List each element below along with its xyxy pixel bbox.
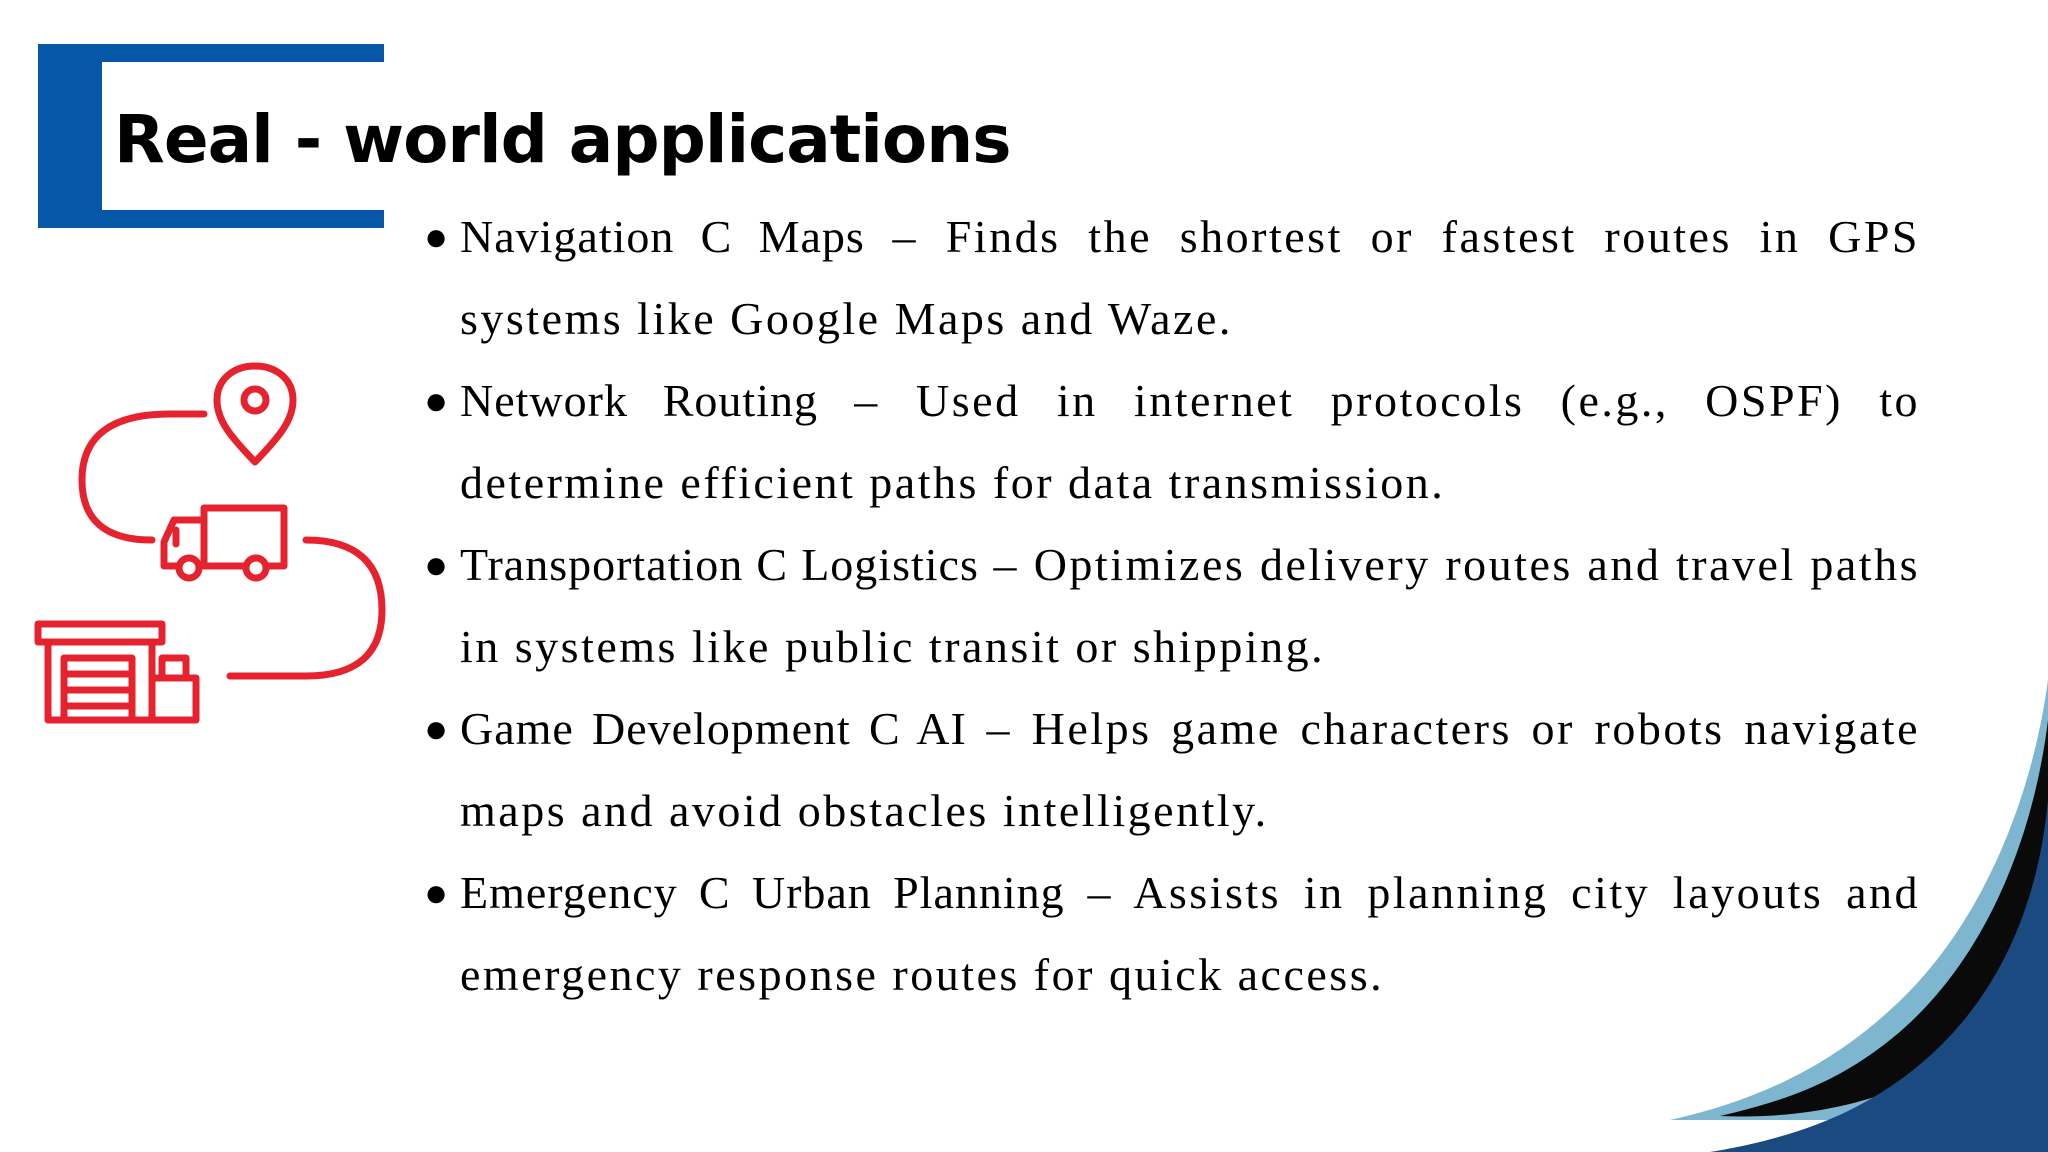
bullet-description: – Finds the shortest or fastest routes in GPS systems like Google Maps and Waze.: [460, 211, 1921, 344]
bullet-dot-icon: ●: [424, 378, 451, 423]
bullet-term: Emergency C Urban Planning: [460, 867, 1065, 918]
bullet-description: – Helps game characters or robots navigate maps and avoid obstacles intelligently.: [460, 703, 1921, 836]
bullet-term: Transportation C Logistics: [460, 539, 979, 590]
list-item: [420, 524, 1920, 688]
bullet-term: Game Development C AI: [460, 703, 967, 754]
bullet-term: Network Routing: [460, 375, 818, 426]
route-path-icon: [82, 414, 382, 676]
bullet-dot-icon: ●: [424, 542, 451, 587]
corner-swoosh-decoration: [1640, 680, 2048, 1152]
bullet-description: – Assists in planning city layouts and emergency response routes for quick access.: [460, 867, 1920, 1000]
list-item: [420, 196, 1920, 360]
list-item: [420, 360, 1920, 524]
location-pin-icon: [217, 366, 293, 462]
bullet-dot-icon: ●: [424, 706, 451, 751]
bullet-description: – Used in internet protocols (e.g., OSPF) to determine efficient paths for data transmission.: [460, 375, 1921, 508]
logistics-illustration: [34, 362, 394, 732]
slide-title: Real - world applications: [114, 101, 1011, 178]
warehouse-icon: [38, 624, 196, 720]
bullet-dot-icon: ●: [424, 870, 451, 915]
bullet-term: Navigation C Maps: [460, 211, 865, 262]
bullet-description: – Optimizes delivery routes and travel paths in systems like public transit or shipping.: [460, 539, 1920, 672]
delivery-truck-icon: [164, 508, 284, 578]
bullet-dot-icon: ●: [424, 214, 451, 259]
